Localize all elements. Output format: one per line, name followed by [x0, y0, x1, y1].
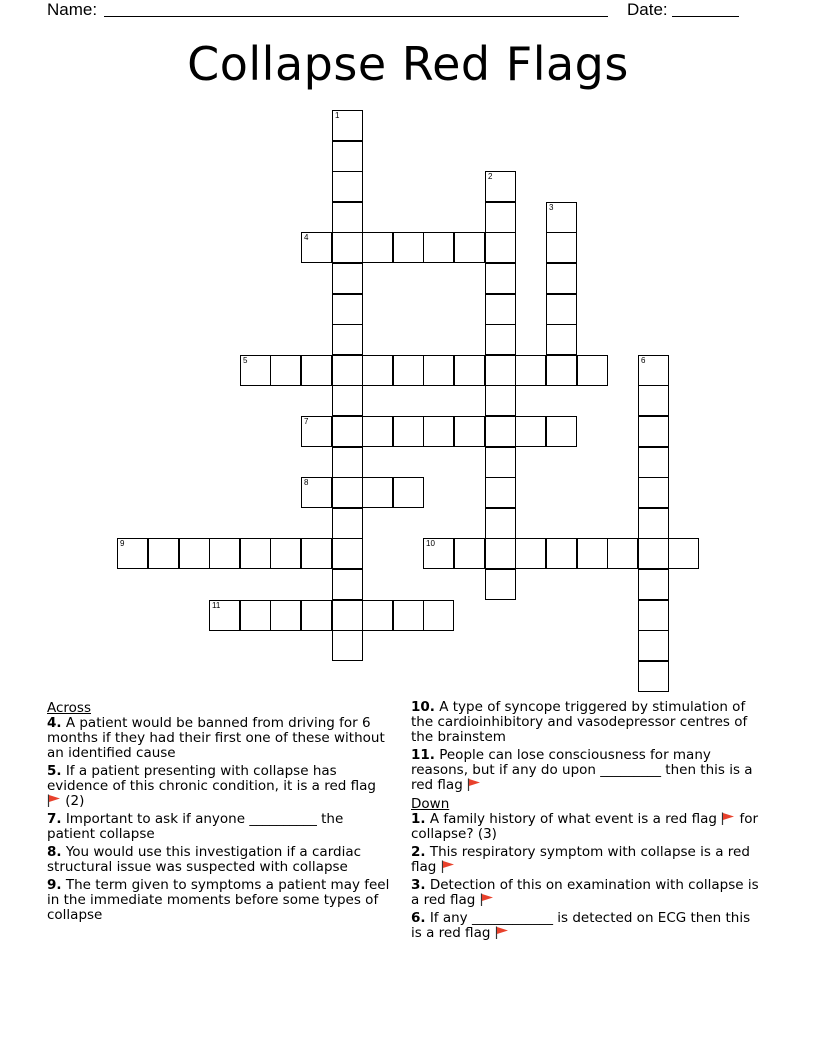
red-flag-icon	[467, 778, 481, 791]
grid-cell[interactable]	[546, 263, 577, 294]
grid-cell[interactable]	[454, 355, 485, 386]
grid-cell[interactable]	[546, 202, 577, 233]
grid-cell[interactable]	[270, 600, 301, 631]
grid-cell[interactable]	[332, 263, 363, 294]
grid-cell[interactable]	[485, 232, 516, 263]
red-flag-icon	[441, 860, 455, 873]
grid-cell[interactable]	[607, 538, 638, 569]
grid-cell[interactable]	[638, 538, 669, 569]
down-heading: Down	[411, 796, 450, 812]
red-flag-icon	[47, 794, 61, 807]
grid-cell[interactable]	[485, 324, 516, 355]
grid-cell[interactable]	[485, 416, 516, 447]
cell-number: 1	[335, 111, 340, 120]
grid-cell[interactable]	[362, 355, 393, 386]
cell-number: 10	[426, 539, 435, 548]
across-clue	[411, 700, 761, 745]
clue-number: 11.	[411, 747, 435, 763]
grid-cell[interactable]	[332, 538, 363, 569]
page-title: Collapse Red Flags	[187, 37, 629, 91]
clue-text: A type of syncope triggered by stimulation of the cardioinhibitory and vasodepressor centres of the brainstem	[411, 699, 748, 745]
grid-cell[interactable]	[485, 263, 516, 294]
clue-number: 1.	[411, 811, 426, 827]
grid-cell[interactable]	[240, 600, 271, 631]
grid-cell[interactable]	[577, 355, 608, 386]
grid-cell[interactable]	[332, 569, 363, 600]
grid-cell[interactable]	[332, 202, 363, 233]
clue-text: You would use this investigation if a cardiac structural issue was suspected with collapse	[47, 844, 362, 875]
grid-cell[interactable]	[332, 600, 363, 631]
grid-cell[interactable]	[362, 477, 393, 508]
grid-cell[interactable]	[179, 538, 210, 569]
clue-number: 9.	[47, 877, 62, 893]
cell-number: 2	[488, 172, 493, 181]
grid-cell[interactable]	[423, 600, 454, 631]
grid-cell[interactable]	[423, 232, 454, 263]
grid-cell[interactable]	[209, 600, 240, 631]
clue-text: If any ____________ is detected on ECG then this is a red flag	[411, 910, 751, 941]
clue-text: A family history of what event is a red flag	[425, 811, 722, 827]
grid-cell[interactable]	[485, 538, 516, 569]
grid-cell[interactable]	[332, 416, 363, 447]
clue-text: Detection of this on examination with collapse is a red flag	[411, 877, 759, 908]
grid-cell[interactable]	[423, 416, 454, 447]
clue-number: 2.	[411, 844, 426, 860]
down-clue	[411, 878, 761, 908]
name-label: Name:	[47, 0, 98, 19]
grid-cell[interactable]	[546, 416, 577, 447]
clue-suffix: for collapse? (3)	[411, 811, 759, 842]
grid-cell[interactable]	[301, 538, 332, 569]
red-flag-icon	[480, 893, 494, 906]
grid-cell[interactable]	[485, 294, 516, 325]
grid-cell[interactable]	[638, 569, 669, 600]
grid-cell[interactable]	[332, 385, 363, 416]
grid-cell[interactable]	[362, 232, 393, 263]
grid-cell[interactable]	[638, 385, 669, 416]
grid-cell[interactable]	[515, 355, 546, 386]
cell-number: 7	[304, 417, 309, 426]
grid-cell[interactable]	[332, 355, 363, 386]
grid-cell[interactable]	[332, 141, 363, 172]
date-label: Date:	[627, 0, 668, 19]
grid-cell[interactable]	[668, 538, 699, 569]
grid-cell[interactable]	[332, 324, 363, 355]
clue-number: 5.	[47, 763, 62, 779]
grid-cell[interactable]	[270, 355, 301, 386]
grid-cell[interactable]	[209, 538, 240, 569]
grid-cell[interactable]	[301, 600, 332, 631]
cell-number: 6	[641, 356, 646, 365]
cell-number: 5	[243, 356, 248, 365]
grid-cell[interactable]	[454, 538, 485, 569]
grid-cell[interactable]	[454, 416, 485, 447]
clue-text: A patient would be banned from driving for 6 months if they had their first one of these without an identified cause	[47, 715, 385, 761]
grid-cell[interactable]	[301, 355, 332, 386]
grid-cell[interactable]	[454, 232, 485, 263]
clues-column-right	[411, 700, 761, 944]
grid-cell[interactable]	[638, 661, 669, 692]
grid-cell[interactable]	[515, 416, 546, 447]
down-clue	[411, 812, 761, 842]
clue-suffix: (2)	[61, 793, 85, 809]
grid-cell[interactable]	[393, 477, 424, 508]
grid-cell[interactable]	[485, 447, 516, 478]
clue-number: 6.	[411, 910, 426, 926]
grid-cell[interactable]	[332, 171, 363, 202]
grid-cell[interactable]	[638, 447, 669, 478]
grid-cell[interactable]	[546, 538, 577, 569]
grid-cell[interactable]	[638, 477, 669, 508]
grid-cell[interactable]	[485, 355, 516, 386]
grid-cell[interactable]	[332, 110, 363, 141]
grid-cell[interactable]	[485, 569, 516, 600]
cell-number: 11	[212, 601, 221, 610]
grid-cell[interactable]	[117, 538, 148, 569]
clue-number: 3.	[411, 877, 426, 893]
grid-cell[interactable]	[515, 538, 546, 569]
grid-cell[interactable]	[332, 630, 363, 661]
clues-column-left	[47, 700, 392, 926]
down-clue	[411, 845, 761, 875]
grid-cell[interactable]	[638, 600, 669, 631]
grid-cell[interactable]	[393, 355, 424, 386]
grid-cell[interactable]	[332, 294, 363, 325]
down-clue	[411, 911, 761, 941]
grid-cell[interactable]	[638, 355, 669, 386]
grid-cell[interactable]	[301, 416, 332, 447]
grid-cell[interactable]	[301, 232, 332, 263]
clue-text: The term given to symptoms a patient may feel in the immediate moments before some types of collapse	[47, 877, 390, 923]
grid-cell[interactable]	[332, 508, 363, 539]
grid-cell[interactable]	[485, 171, 516, 202]
across-clue	[47, 764, 392, 809]
cell-number: 3	[549, 203, 554, 212]
grid-cell[interactable]	[546, 232, 577, 263]
grid-cell[interactable]	[270, 538, 301, 569]
grid-cell[interactable]	[638, 630, 669, 661]
across-clue-list	[47, 716, 392, 923]
across-clue-list-continued	[411, 700, 761, 793]
red-flag-icon	[721, 812, 735, 825]
across-clue	[411, 748, 761, 793]
clue-number: 4.	[47, 715, 62, 731]
grid-cell[interactable]	[393, 416, 424, 447]
down-clue-list	[411, 812, 761, 941]
clue-number: 10.	[411, 699, 435, 715]
grid-cell[interactable]	[485, 477, 516, 508]
cell-number: 8	[304, 478, 309, 487]
grid-cell[interactable]	[423, 538, 454, 569]
red-flag-icon	[495, 926, 509, 939]
grid-cell[interactable]	[301, 477, 332, 508]
clue-number: 8.	[47, 844, 62, 860]
clue-text: People can lose consciousness for many reasons, but if any do upon _________ then this is a red flag	[411, 747, 753, 793]
grid-cell[interactable]	[332, 477, 363, 508]
clue-text: Important to ask if anyone __________ the patient collapse	[47, 811, 344, 842]
grid-cell[interactable]	[546, 294, 577, 325]
grid-cell[interactable]	[362, 416, 393, 447]
grid-cell[interactable]	[332, 232, 363, 263]
grid-cell[interactable]	[485, 202, 516, 233]
grid-cell[interactable]	[577, 538, 608, 569]
grid-cell[interactable]	[393, 600, 424, 631]
grid-cell[interactable]	[362, 600, 393, 631]
cell-number: 9	[120, 539, 125, 548]
across-clue	[47, 845, 392, 875]
across-clue	[47, 812, 392, 842]
grid-cell[interactable]	[423, 355, 454, 386]
across-heading: Across	[47, 700, 92, 716]
grid-cell[interactable]	[240, 355, 271, 386]
grid-cell[interactable]	[148, 538, 179, 569]
across-clue	[47, 716, 392, 761]
grid-cell[interactable]	[485, 508, 516, 539]
grid-cell[interactable]	[485, 385, 516, 416]
grid-cell[interactable]	[546, 355, 577, 386]
grid-cell[interactable]	[638, 508, 669, 539]
across-clue	[47, 878, 392, 923]
grid-cell[interactable]	[393, 232, 424, 263]
clue-text: If a patient presenting with collapse has evidence of this chronic condition, it is a red flag	[47, 763, 376, 794]
clue-text: This respiratory symptom with collapse is a red flag	[411, 844, 750, 875]
cell-number: 4	[304, 233, 309, 242]
grid-cell[interactable]	[240, 538, 271, 569]
grid-cell[interactable]	[332, 447, 363, 478]
grid-cell[interactable]	[546, 324, 577, 355]
grid-cell[interactable]	[638, 416, 669, 447]
clue-number: 7.	[47, 811, 62, 827]
